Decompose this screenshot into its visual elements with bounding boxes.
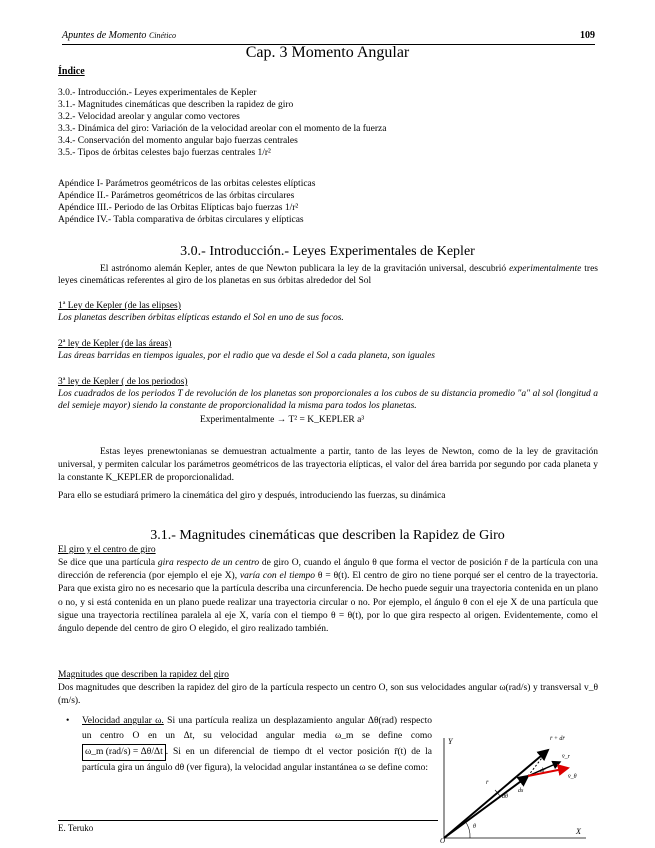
law3-formula: Experimentalmente → T² = K_KEPLER a³ [200, 415, 365, 425]
index-item[interactable]: 3.3.- Dinámica del giro: Variación de la velocidad areolar con el momento de la fuerza [58, 124, 387, 134]
header-subtitle: Cinético [148, 31, 177, 40]
figure-label-ds: ds [518, 788, 524, 794]
p1-text-b: de giro O, cuando el ángulo θ que forma el vector de posición r̄ de la partícula con una dirección de referencia (por ejemplo el eje X), [58, 558, 598, 582]
chapter-title: Cap. 3 Momento Angular [245, 44, 410, 61]
appendix-item[interactable]: Apéndice III.- Periodo de las Orbitas Elípticas bajo fuerzas 1/r² [58, 203, 299, 213]
section-1-p1 [58, 557, 598, 636]
intro-text-b: tres leyes cinemáticas referentes al giro de los planetas en sus órbitas alrededor del Sol [58, 264, 598, 286]
section-0-para2: Para ello se estudiará primero la cinemática del giro y después, introduciendo las fuerzas, su dinámica [58, 491, 446, 501]
bullet-text-a: Si una partícula realiza un desplazamiento angular Δθ(rad) respecto un centro O en un Δt, su velocidad angular media ω_m se define como [82, 716, 432, 741]
p1-emphasis-1: gira respecto de un centro [157, 558, 260, 568]
law1-text: Los planetas describen órbitas elípticas estando el Sol en uno de sus focos. [58, 313, 344, 323]
intro-text-a: El astrónomo alemán Kepler, antes de que Newton publicara la ley de la gravitación universal, descubrió [100, 264, 510, 274]
vector-v-theta [528, 768, 568, 776]
bullet-dot: • [66, 716, 70, 726]
angle-theta-arc [465, 821, 470, 838]
index-item[interactable]: 3.5.- Tipos de órbitas celestes bajo fuerzas centrales 1/r² [58, 148, 271, 158]
index-item[interactable]: 3.0.- Introducción.- Leyes experimentales de Kepler [58, 88, 257, 98]
intro-emphasis: experimentalmente [509, 264, 582, 274]
page-footer [58, 820, 438, 833]
law3-title: 3ª ley de Kepler ( de los periodos) [58, 377, 188, 387]
appendix-item[interactable]: Apéndice I- Parámetros geométricos de las orbitas celestes elípticas [58, 179, 316, 189]
rotation-figure [440, 728, 590, 843]
header-title: Apuntes de Momento [62, 30, 147, 41]
law3-text: Los cuadrados de los periodos T de revolución de los planetas son proporcionales a los cubos de su distancia promedio "a" al sol (longitud a del semieje mayor) siendo la constante de proporcionalidad la misma para todos los planetas. [58, 389, 598, 411]
page-number: 109 [580, 30, 595, 41]
figure-label-vtheta: v̄_θ [568, 774, 577, 780]
section-0-intro [58, 263, 598, 287]
figure-label-theta: θ [473, 824, 476, 830]
section-0-para1: Estas leyes prenewtonianas se demuestran actualmente a partir, tanto de las leyes de Newton, como de la ley de gravitación universal, y permiten calcular los parámetros geométricos de las trayectoria elípticas, el valor del área barrida por segundo por cada planeta y la constante K_KEPLER de proporcionalidad. [58, 447, 598, 483]
appendix-item[interactable]: Apéndice IV.- Tabla comparativa de órbitas circulares y elípticas [58, 215, 304, 225]
section-0-title: 3.0.- Introducción.- Leyes Experimentales de Kepler [180, 244, 475, 259]
p1-text-c: θ = θ(t). El centro de giro no tiene porqué ser el centro de la trayectoria. Para que exista giro no es necesario que la partícula describa una circunferencia. De hecho puede seguir una trayectoria contenida en un plano o no, y si está contenida en un plano puede realizar una trayectoria circular o no. Por ejemplo, el ángulo θ con el eje X de una partícula que sigue una trayectoria rectilínea paralela al eje X, varía con el tiempo θ = θ(t), por lo que gira respecto al origen. Evidentemente, como el ángulo depende del centro de giro O elegido, el giro realizado también. [58, 571, 599, 635]
figure-label-y: Y [448, 737, 453, 746]
index-heading: Índice [58, 66, 85, 77]
figure-label-r: r̄ [486, 780, 489, 786]
index-list [58, 87, 598, 159]
vector-r-plus-dr [444, 750, 548, 838]
index-item[interactable]: 3.2.- Velocidad areolar y angular como vectores [58, 112, 240, 122]
section-1-sub1: El giro y el centro de giro [58, 545, 156, 555]
section-1-sub2: Magnitudes que describen la rapidez del giro [58, 670, 229, 680]
law2-text: Las áreas barridas en tiempos iguales, por el radio que va desde el Sol a cada planeta, son iguales [58, 351, 435, 361]
law1-title: 1ª Ley de Kepler (de las elipses) [58, 301, 181, 311]
figure-label-vr: v̄_r [562, 754, 570, 760]
p1-emphasis-2: varía con el tiempo [239, 571, 316, 582]
p1-text-a: Se dice que una partícula [58, 558, 158, 568]
law2-title: 2ª ley de Kepler (de las áreas) [58, 339, 172, 349]
figure-label-x: X [576, 827, 581, 836]
figure-label-o: O [440, 837, 446, 843]
mean-angular-velocity-formula: ω_m (rad/s) = Δθ/Δt [82, 744, 166, 761]
section-1-p2: Dos magnitudes que describen la rapidez del giro de la partícula respecto un centro O, son sus velocidades angular ω(rad/s) y transversal v_θ (m/s). [58, 683, 598, 706]
bullet-text-b: . Si en un diferencial de tiempo dt el vector posición r̄(t) de la partícula gira un ángulo dθ (ver figura), la velocidad angular instantánea ω se define como: [82, 747, 432, 773]
footer-author: E. Teruko [58, 823, 94, 833]
bullet-label: Velocidad angular ω. [82, 716, 164, 726]
section-1-title: 3.1.- Magnitudes cinemáticas que describen la Rapidez de Giro [150, 528, 505, 543]
figure-label-dr: dr̄ [540, 768, 546, 774]
appendix-list [58, 178, 598, 226]
angular-velocity-bullet [66, 714, 432, 776]
index-item[interactable]: 3.4.- Conservación del momento angular bajo fuerzas centrales [58, 136, 298, 146]
index-item[interactable]: 3.1.- Magnitudes cinemáticas que describen la rapidez de giro [58, 100, 294, 110]
figure-label-r-dr: r̄ + dr̄ [550, 736, 565, 742]
figure-label-dtheta: dθ [502, 794, 508, 800]
page-header [62, 30, 595, 45]
appendix-item[interactable]: Apéndice II.- Parámetros geométricos de las órbitas circulares [58, 191, 295, 201]
